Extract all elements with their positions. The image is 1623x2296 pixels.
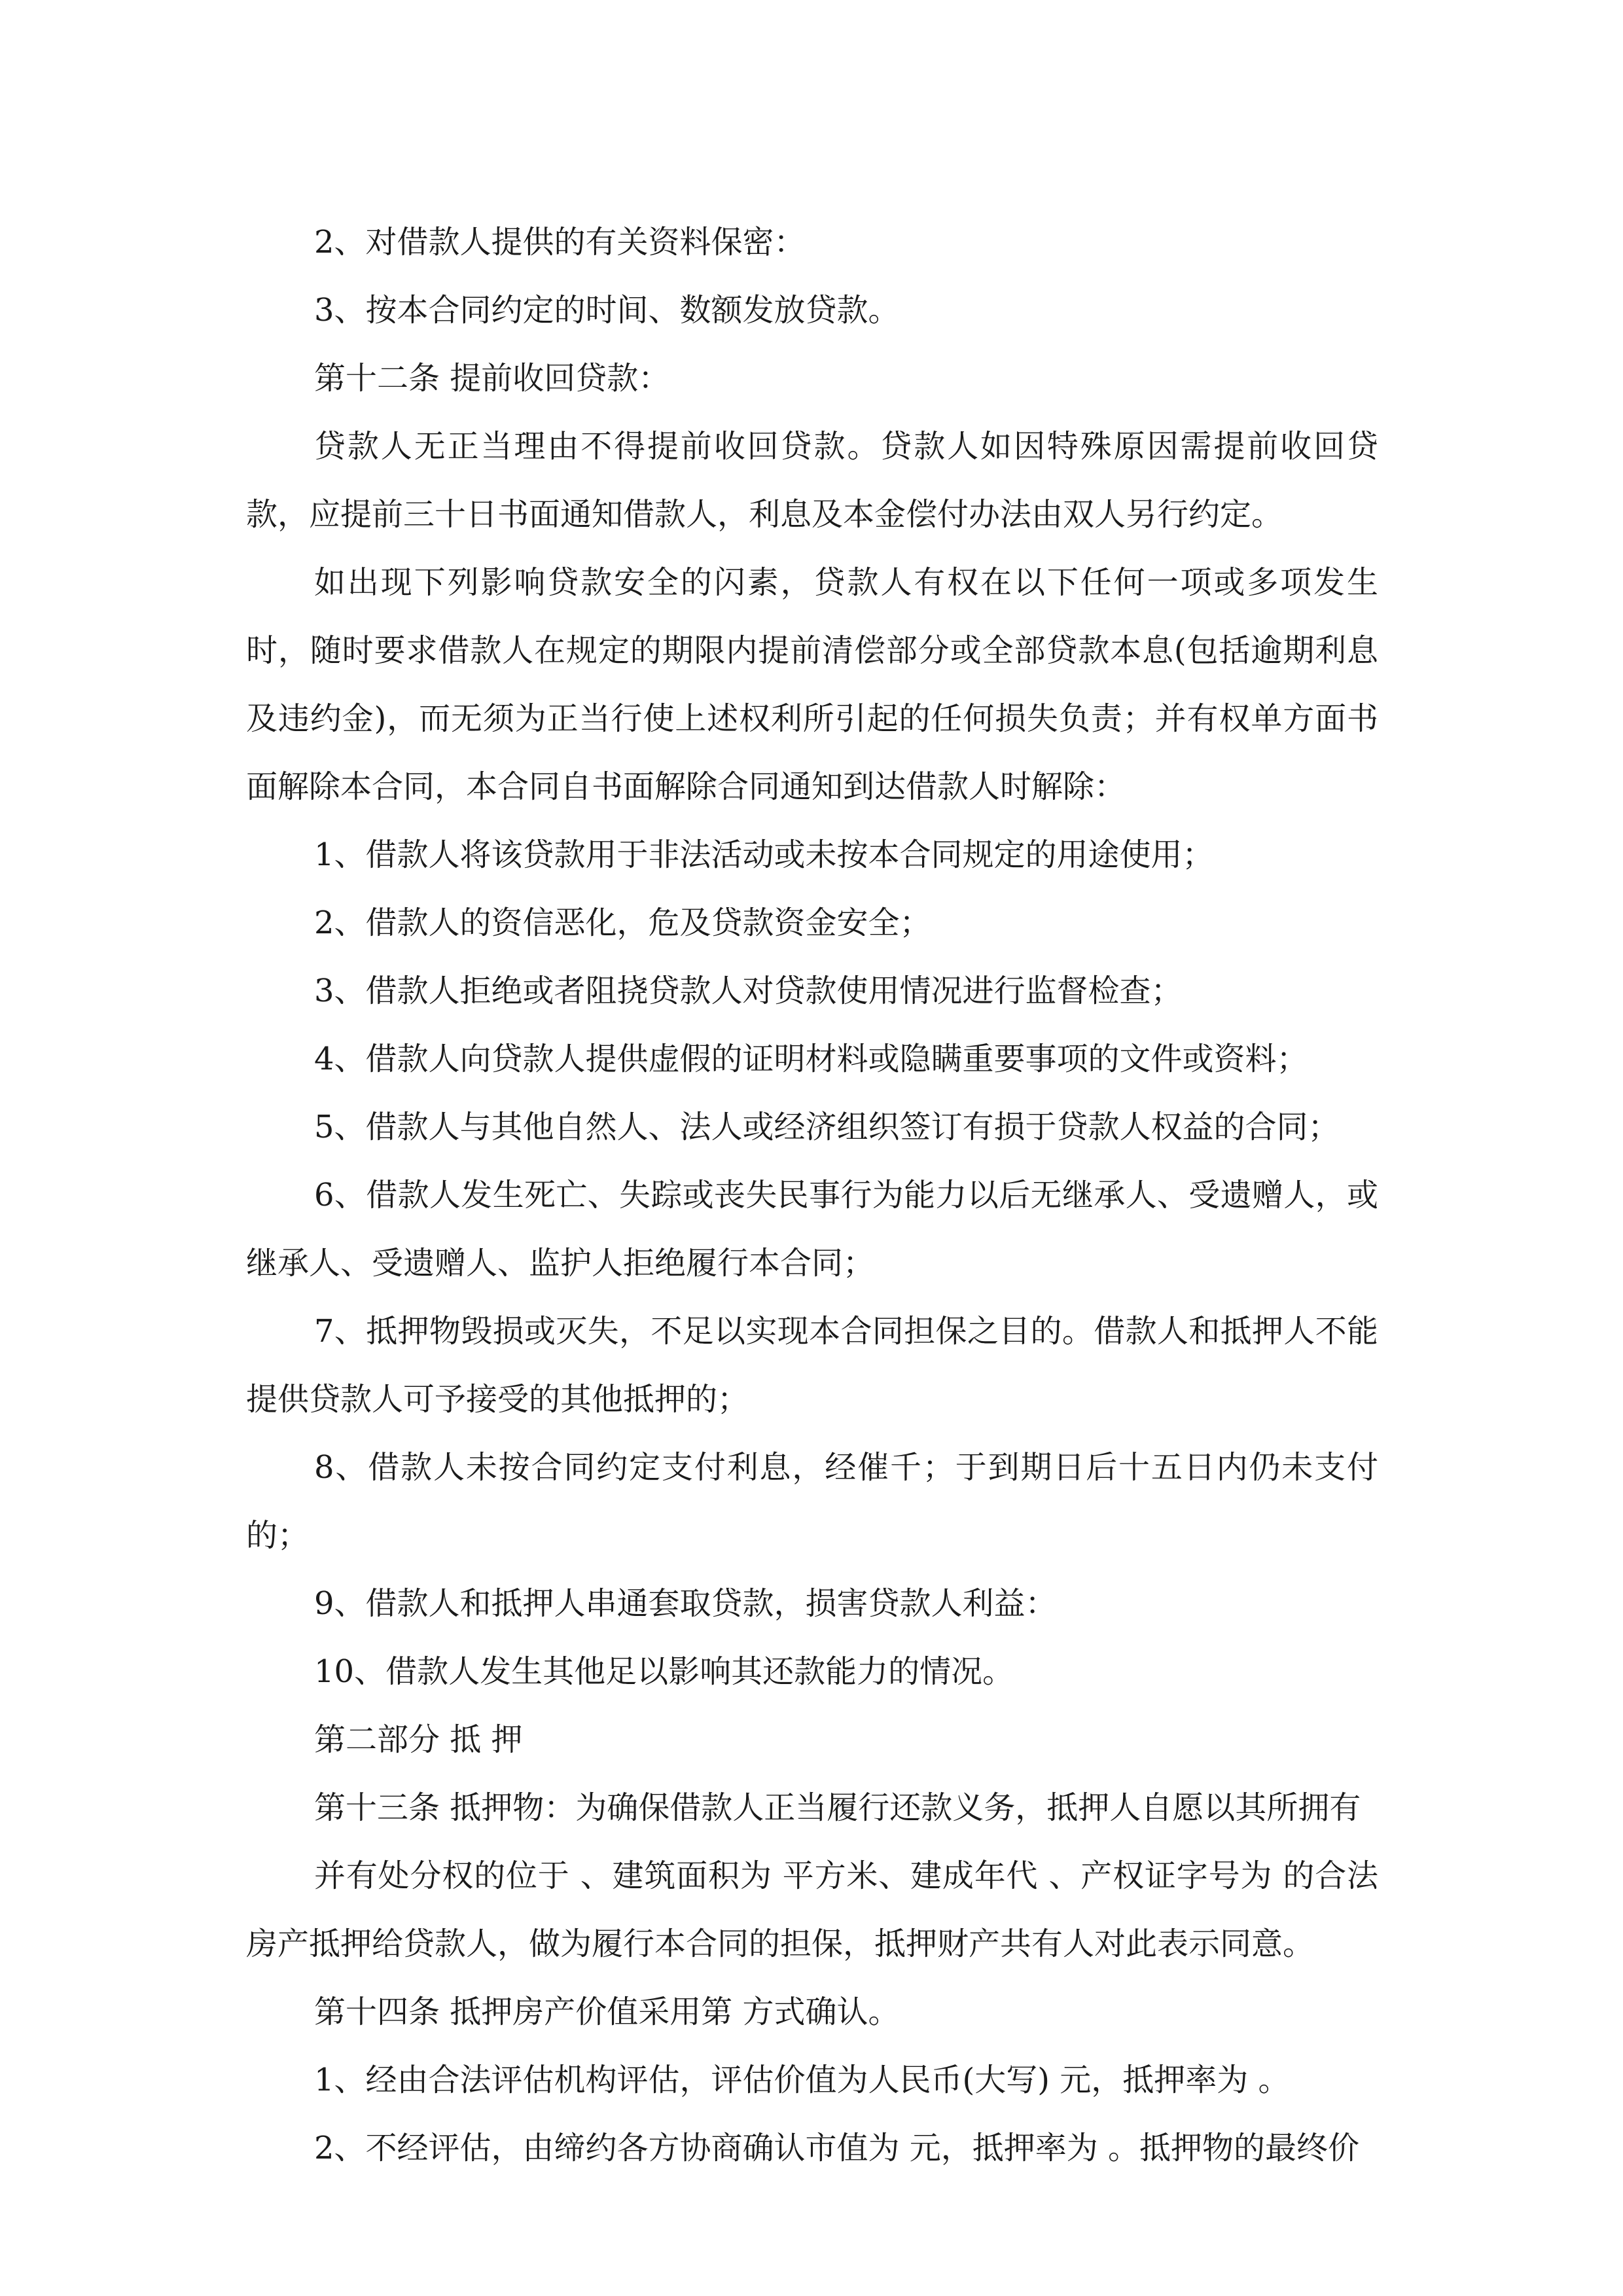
paragraph-early-recall: 贷款人无正当理由不得提前收回贷款。贷款人如因特殊原因需提前收回贷款，应提前三十日书面通知借款人，利息及本金偿付办法由双人另行约定。 bbox=[246, 428, 1378, 533]
paragraph-recall-conditions: 如出现下列影响贷款安全的闪素，贷款人有权在以下任何一项或多项发生时，随时要求借款人在规定的期限内提前清偿部分或全部贷款本息(包括逾期利息及违约金)，而无须为正当行使上述权利所引起的任何损失负责；并有权单方面书面解除本合同，本合同自书面解除合同通知到达借款人时解除： bbox=[246, 564, 1378, 805]
valuation-item-2: 2、不经评估，由缔约各方协商确认市值为 元，抵押率为 。抵押物的最终价 bbox=[314, 2130, 1360, 2166]
part-2-heading: 第二部分 抵 押 bbox=[314, 1721, 523, 1758]
document-body bbox=[246, 208, 1378, 2182]
list-item-7: 7、抵押物毁损或灭失，不足以实现本合同担保之目的。借款人和抵押人不能提供贷款人可予接受的其他抵押的； bbox=[246, 1313, 1378, 1418]
list-item-5: 5、借款人与其他自然人、法人或经济组织签订有损于贷款人权益的合同； bbox=[314, 1109, 1340, 1145]
article-14-heading: 第十四条 抵押房产价值采用第 方式确认。 bbox=[314, 1994, 900, 2030]
list-item-6: 6、借款人发生死亡、失踪或丧失民事行为能力以后无继承人、受遗赠人，或继承人、受遗赠人、监护人拒绝履行本合同； bbox=[246, 1177, 1378, 1282]
list-item-2: 2、借款人的资信恶化，危及贷款资金安全； bbox=[314, 905, 931, 941]
list-item-4: 4、借款人向贷款人提供虚假的证明材料或隐瞒重要事项的文件或资料； bbox=[314, 1041, 1308, 1077]
article-13-heading: 第十三条 抵押物：为确保借款人正当履行还款义务，抵押人自愿以其所拥有 bbox=[314, 1789, 1361, 1826]
list-item-1: 1、借款人将该贷款用于非法活动或未按本合同规定的用途使用； bbox=[314, 836, 1214, 873]
list-item-8: 8、借款人未按合同约定支付利息，经催千；于到期日后十五日内仍未支付的； bbox=[246, 1449, 1378, 1554]
paragraph-item-3-disbursement: 3、按本合同约定的时间、数额发放贷款。 bbox=[314, 292, 900, 329]
paragraph-mortgage-property: 并有处分权的位于 、建筑面积为 平方米、建成年代 、产权证字号为 的合法房产抵押给贷款人，做为履行本合同的担保，抵押财产共有人对此表示同意。 bbox=[246, 1857, 1378, 1962]
list-item-3: 3、借款人拒绝或者阻挠贷款人对贷款使用情况进行监督检查； bbox=[314, 973, 1183, 1009]
list-item-10: 10、借款人发生其他足以影响其还款能力的情况。 bbox=[314, 1653, 1014, 1690]
valuation-item-1: 1、经由合法评估机构评估，评估价值为人民币(大写) 元，抵押率为 。 bbox=[314, 2062, 1290, 2098]
paragraph-item-2-confidentiality: 2、对借款人提供的有关资料保密： bbox=[314, 224, 806, 260]
list-item-9: 9、借款人和抵押人串通套取贷款，损害贷款人利益： bbox=[314, 1585, 1057, 1622]
article-12-heading: 第十二条 提前收回贷款： bbox=[314, 360, 670, 397]
